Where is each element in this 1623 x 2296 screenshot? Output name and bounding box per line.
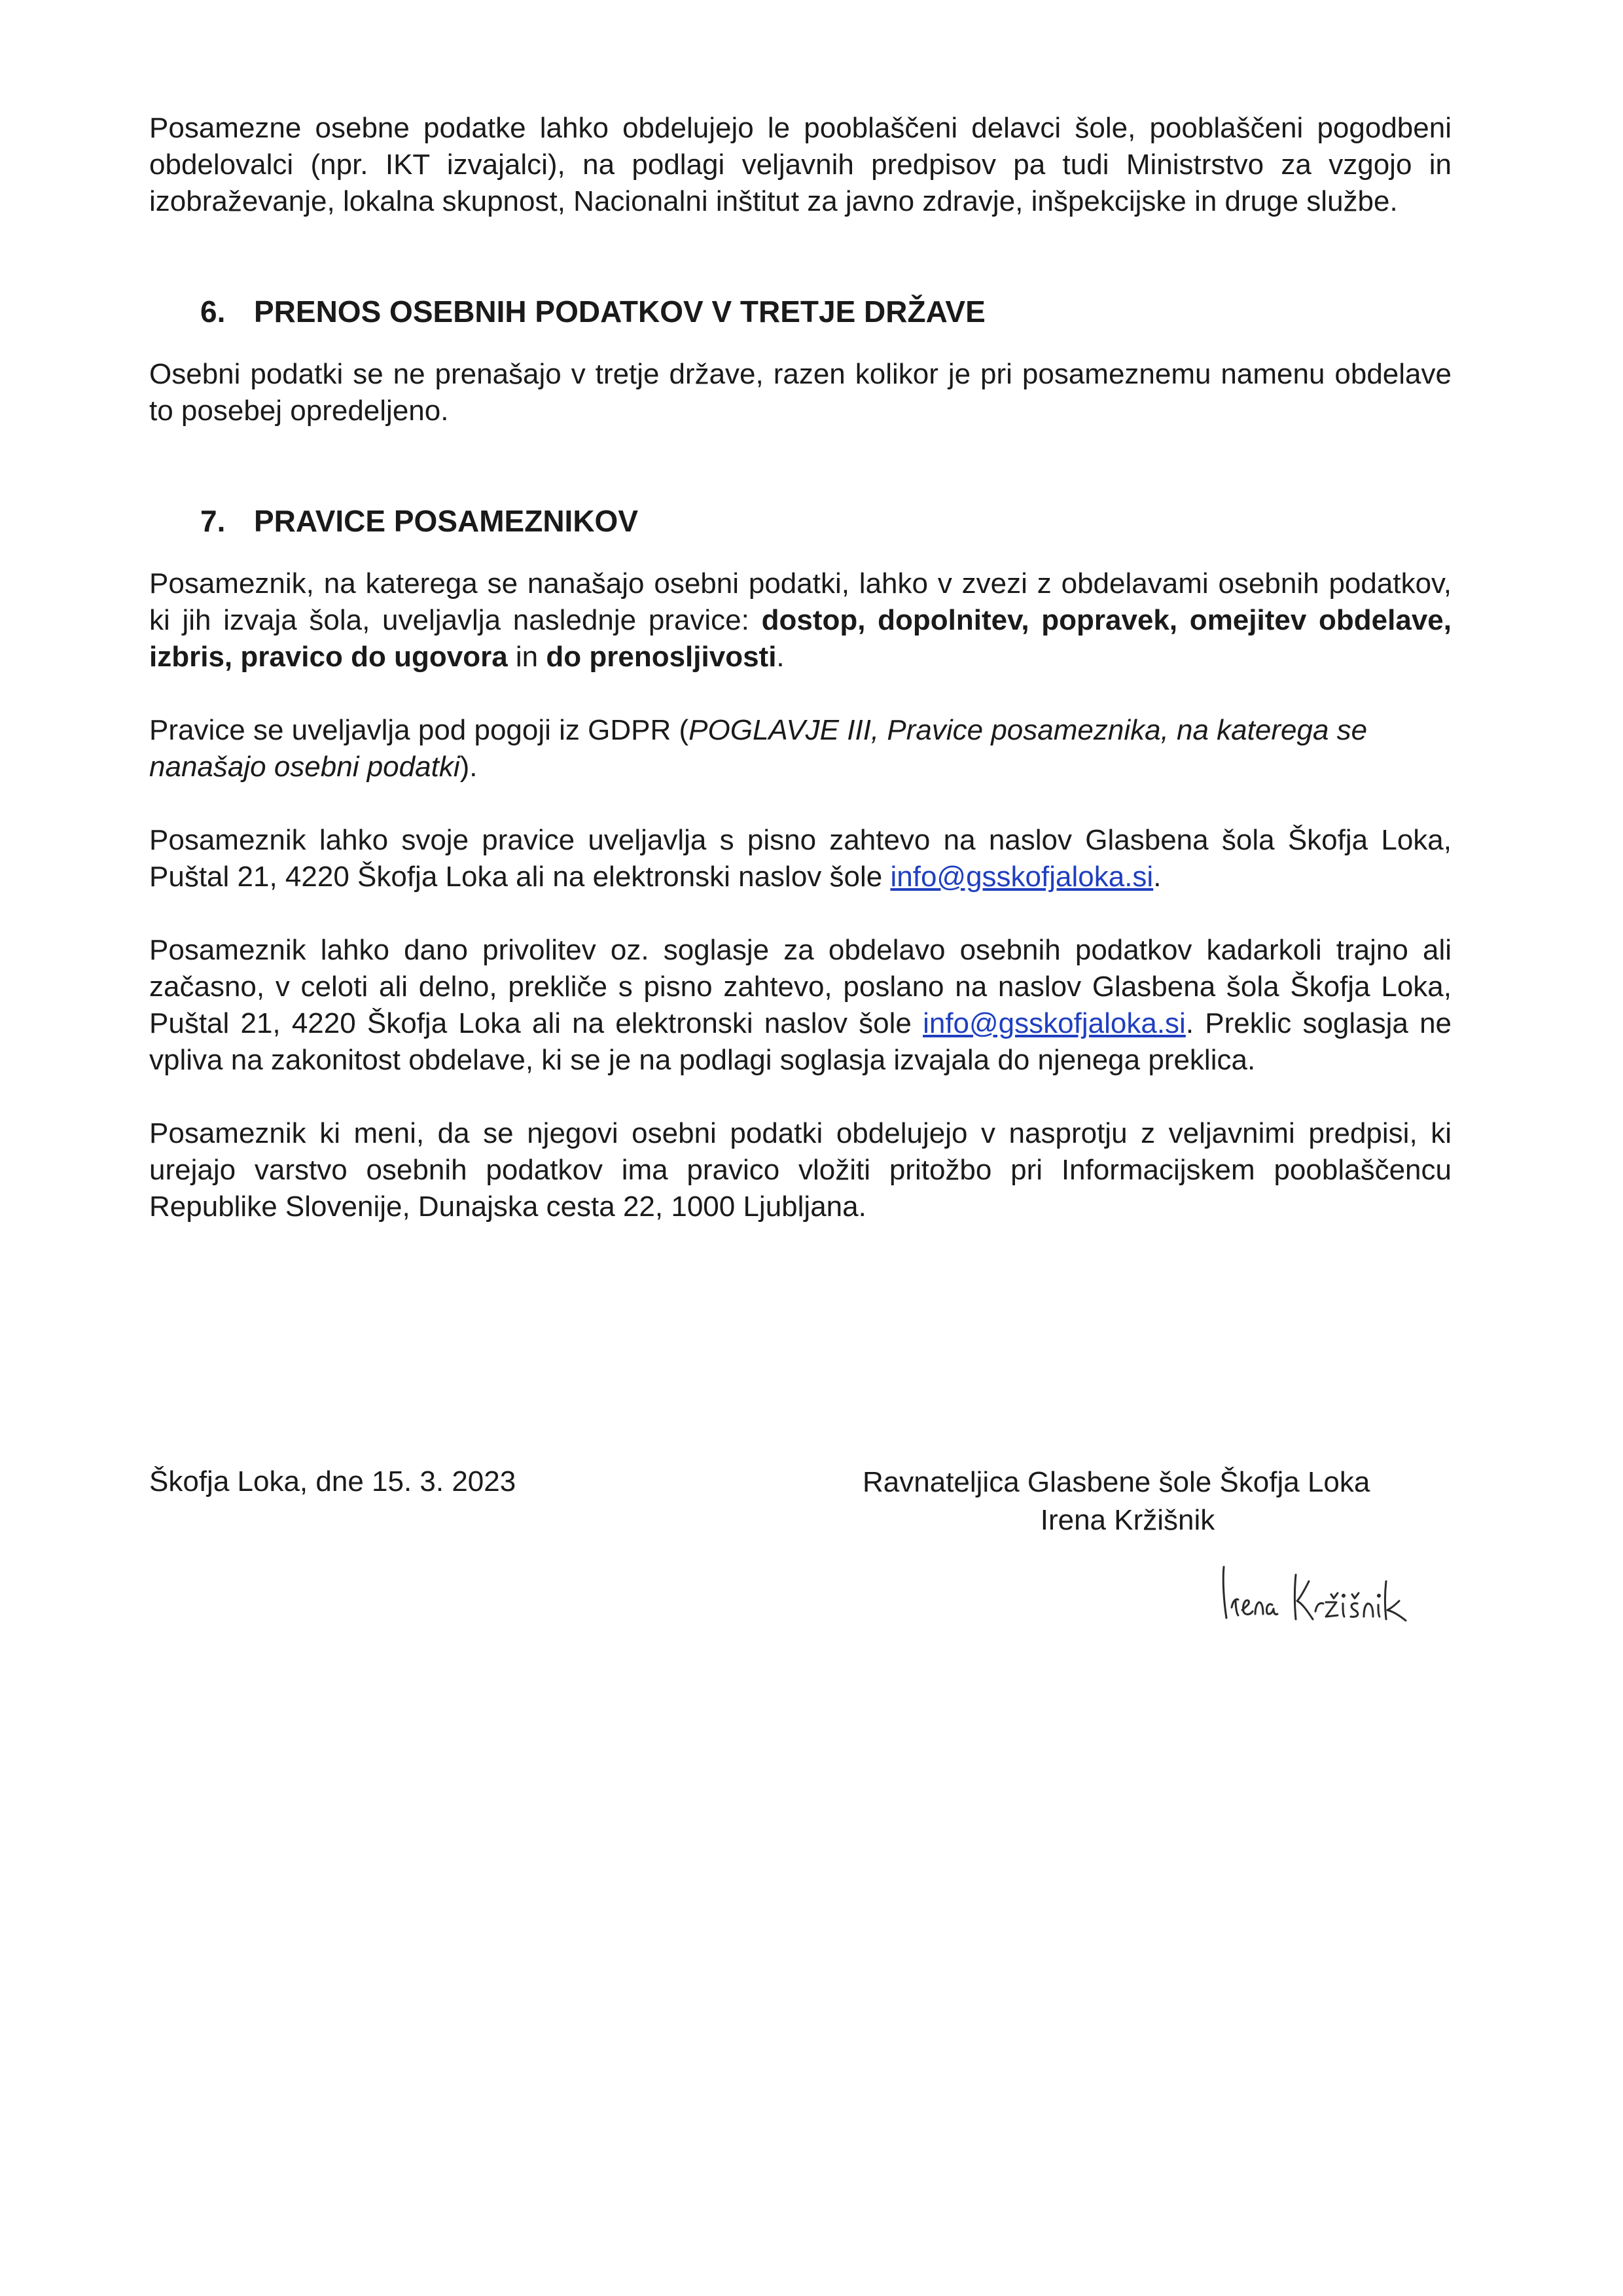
rights-end: .: [776, 641, 785, 673]
paragraph-request: [149, 822, 1452, 895]
rights-list-bold: dostop, dopolnitev, popravek, omejitev obdelave, izbris, pravico do ugovora: [149, 604, 1452, 673]
document-body: [149, 110, 1452, 1225]
section-title: PRENOS OSEBNIH PODATKOV V TRETJE DRŽAVE: [254, 295, 986, 329]
request-text: Posameznik lahko svoje pravice uveljavlja s pisno zahtevo na naslov Glasbena šola Škofja Loka, Puštal 21, 4220 Škofja Loka ali na elektronski naslov šole: [149, 824, 1452, 893]
section-title: PRAVICE POSAMEZNIKOV: [254, 504, 638, 538]
section-heading-7: [149, 503, 1452, 539]
handwritten-signature: [1209, 1555, 1419, 1627]
signer: [863, 1463, 1438, 1539]
signer-name: Irena Kržišnik: [1040, 1504, 1215, 1536]
paragraph-gdpr: [149, 712, 1452, 785]
gdpr-end: ).: [459, 751, 478, 783]
paragraph-third-countries: Osebni podatki se ne prenašajo v tretje države, razen kolikor je pri posameznemu namenu obdelave to posebej opredeljeno.: [149, 358, 1452, 427]
paragraph-withdrawal: [149, 932, 1452, 1079]
email-link[interactable]: info@gsskofjaloka.si: [890, 861, 1154, 893]
withdrawal-end: . Preklic soglasja ne vpliva na zakonitost obdelave, ki se je na podlagi soglasja izvajala do njenega preklica.: [149, 1007, 1452, 1076]
rights-intro: Posameznik, na katerega se nanašajo osebni podatki, lahko v zvezi z obdelavami osebnih podatkov, ki jih izvaja šola, uveljavlja naslednje pravice:: [149, 567, 1452, 636]
date-line: Škofja Loka, dne 15. 3. 2023: [149, 1465, 516, 1498]
withdrawal-text: Posameznik lahko dano privolitev oz. soglasje za obdelavo osebnih podatkov kadarkoli trajno ali začasno, v celoti ali delno, prekliče s pisno zahtevo, poslano na naslov Glasbena šola Škofja Loka, Puštal 21, 4220 Škofja Loka ali na elektronski naslov šole: [149, 934, 1452, 1039]
rights-conjunction: in: [507, 641, 546, 673]
rights-portability-bold: do prenosljivosti: [546, 641, 777, 673]
signer-role: Ravnateljica Glasbene šole Škofja Loka: [863, 1466, 1370, 1498]
paragraph-rights: [149, 565, 1452, 675]
section-number: 7.: [200, 504, 226, 538]
gdpr-chapter-italic: POGLAVJE III, Pravice posameznika, na katerega se nanašajo osebni podatki: [149, 714, 1368, 783]
gdpr-start: Pravice se uveljavlja pod pogoji iz GDPR (: [149, 714, 689, 746]
paragraph-complaint: Posameznik ki meni, da se njegovi osebni podatki obdelujejo v nasprotju z veljavnimi predpisi, ki urejajo varstvo osebnih podatkov ima pravico vložiti pritožbo pri Informacijskem pooblaščencu Republike Slovenije, Dunajska cesta 22, 1000 Ljubljana.: [149, 1117, 1452, 1223]
section-number: 6.: [200, 295, 226, 329]
paragraph-processors: Posamezne osebne podatke lahko obdelujejo le pooblaščeni delavci šole, pooblaščeni pogodbeni obdelovalci (npr. IKT izvajalci), na podlagi veljavnih predpisov pa tudi Ministrstvo za vzgojo in izobraževanje, lokalna skupnost, Nacionalni inštitut za javno zdravje, inšpekcijske in druge službe.: [149, 112, 1452, 217]
signature-block: [149, 1463, 1452, 1634]
section-heading-6: [149, 293, 1452, 330]
request-end: .: [1153, 861, 1162, 893]
email-link[interactable]: info@gsskofjaloka.si: [923, 1007, 1186, 1039]
